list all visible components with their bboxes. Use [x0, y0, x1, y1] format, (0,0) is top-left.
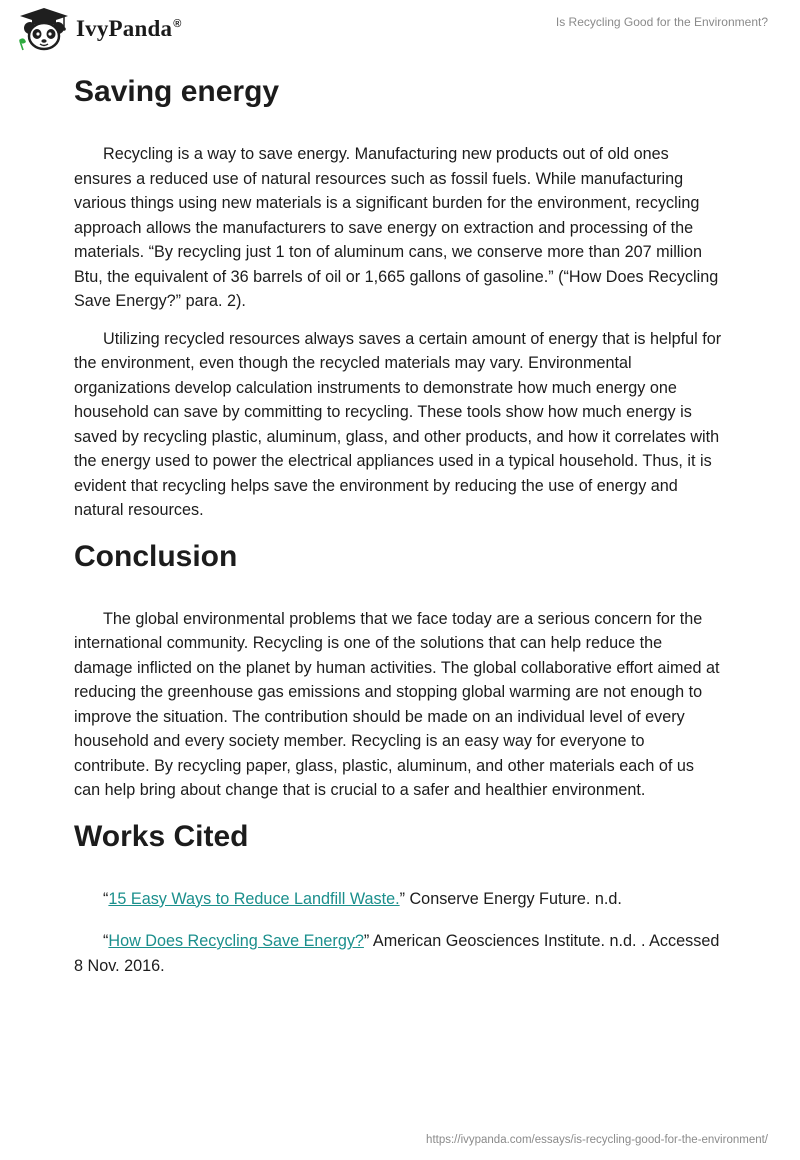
heading-conclusion: Conclusion: [74, 539, 238, 573]
paragraph-conclusion: The global environmental problems that we face today are a serious concern for the international community. Recycling is one of the solutions that can help reduce the damage inflicted on the planet by human activities. The global collaborative effort aimed at reducing the greenhouse gas emissions and stopping global warming are not enough to improve the situation. The contribution should be made on an individual level of every household and every society member. Recycling is an easy way for everyone to contribute. By recycling paper, glass, plastic, aluminum, and other materials each of us can help bring about change that is crucial to a safer and healthier environment.: [74, 609, 720, 799]
brand-name: IvyPanda®: [76, 16, 182, 41]
paragraph-saving-1: Recycling is a way to save energy. Manufacturing new products out of old ones ensures a reduced use of natural resources such as fossil fuels. While manufacturing various things using new materials is a significant burden for the environment, recycling approach allows the manufacturers to save energy on extraction and processing of the materials. “By recycling just 1 ton of aluminum cans, we conserve more than 207 million Btu, the equivalent of 36 barrels of oil or 1,665 gallons of gasoline.” (“How Does Recycling Save Energy?” para. 2).: [74, 145, 719, 310]
heading-saving-energy: Saving energy: [74, 75, 280, 108]
citation-source: ” American Geosciences Institute. n.d. . Accessed 8 Nov. 2016.: [74, 932, 720, 975]
citation-link-landfill-waste[interactable]: 15 Easy Ways to Reduce Landfill Waste.: [108, 889, 400, 908]
essay-content: [74, 70, 724, 978]
footer-url: https://ivypanda.com/essays/is-recycling-good-for-the-environment/: [426, 1134, 768, 1146]
citation-open-quote: “: [103, 932, 109, 950]
panda-graduate-icon: [16, 6, 72, 52]
citation-1: [74, 887, 724, 912]
document-title: Is Recycling Good for the Environment?: [555, 15, 768, 29]
citation-source: ” Conserve Energy Future. n.d.: [399, 889, 622, 908]
ivypanda-logo[interactable]: [16, 6, 182, 52]
citation-2: [74, 929, 724, 978]
page-header: [0, 0, 800, 60]
paragraph-saving-2: Utilizing recycled resources always saves a certain amount of energy that is helpful for the environment, even though the recycled materials may vary. Environmental organizations develop calculation instruments to demonstrate how much energy one household can save by committing to recycling. These tools show how much energy is saved by recycling plastic, aluminum, glass, and other products, and how it correlates with the energy used to power the electrical appliances used in a typical household. Thus, it is evident that recycling helps save the environment by reducing the use of energy and natural resources.: [74, 329, 722, 519]
registered-mark: ®: [173, 18, 182, 31]
citation-open-quote: “: [103, 889, 109, 908]
citation-link-recycling-energy[interactable]: How Does Recycling Save Energy?: [108, 932, 364, 950]
heading-works-cited: Works Cited: [74, 819, 249, 853]
